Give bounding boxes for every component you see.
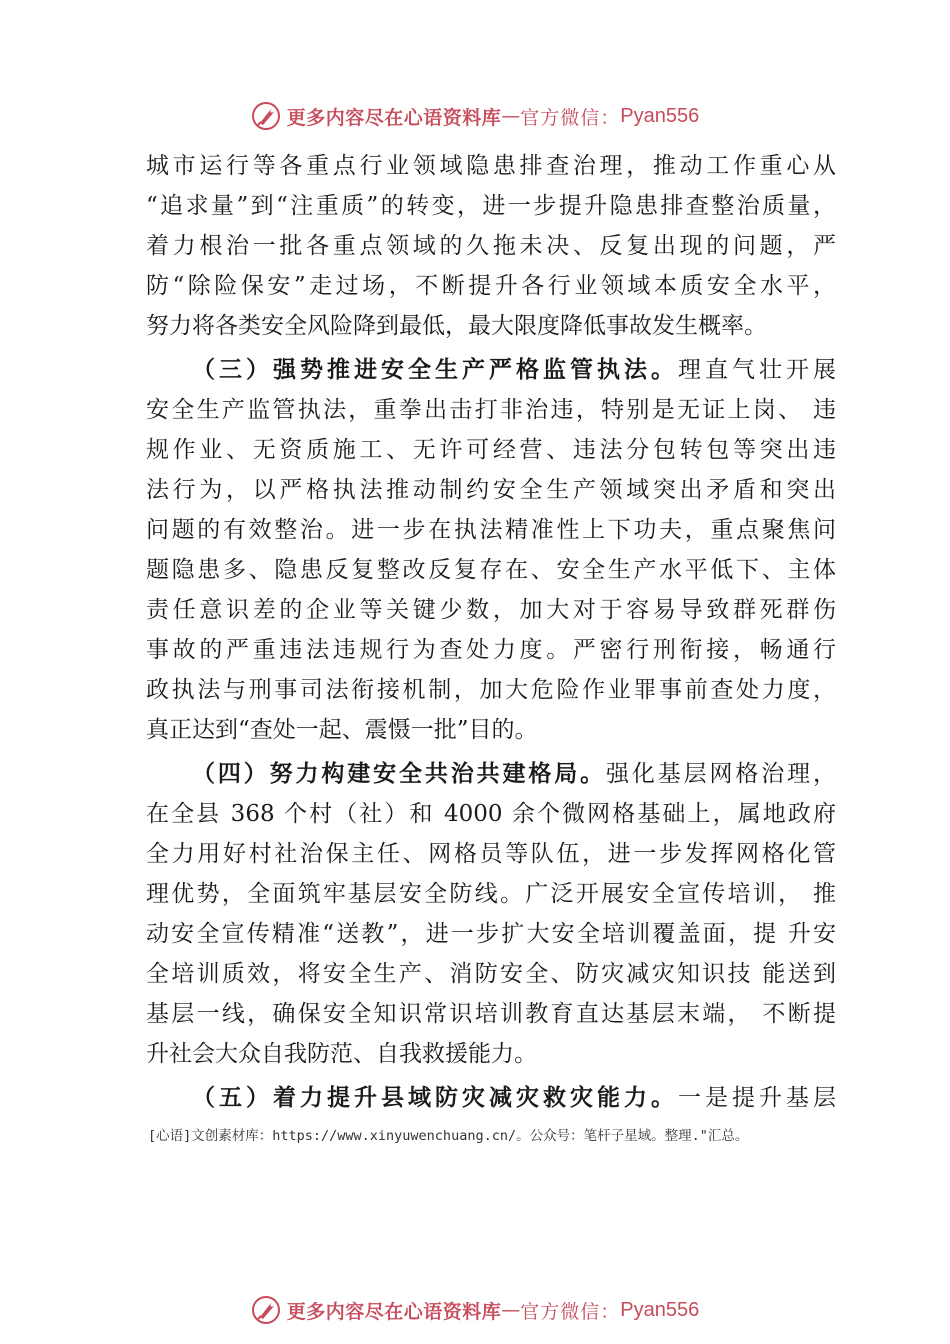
section-3-line: 事故的严重违法违规行为查处力度。严密行刑衔接，畅通行 [146, 637, 836, 663]
section-5-heading: （五）着力提升县域防灾减灾救灾能力。 [192, 1084, 678, 1111]
section-3-heading: （三）强势推进安全生产严格监管执法。 [192, 356, 678, 383]
body-line: “追求量”到“注重质”的转变，进一步提升隐患排查整治质量， [146, 193, 836, 219]
section-4-line: 全培训质效，将安全生产、消防安全、防灾减灾知识技 能送到 [146, 961, 836, 987]
section-3-line: 题隐患多、隐患反复整改反复存在、安全生产水平低下、主体 [146, 557, 836, 583]
section-4-line: 在全县 368 个村（社）和 4000 余个微网格基础上，属地政府 [146, 801, 836, 827]
banner-dash: — [501, 105, 521, 127]
banner-label: 官方微信： [520, 1300, 621, 1323]
section-4-line: 理优势，全面筑牢基层安全防线。广泛开展安全宣传培训， 推 [146, 881, 836, 907]
section-3-tail: 理直气壮开展 [678, 357, 836, 383]
banner-wechat-id: Pyan556 [620, 1298, 700, 1321]
body-line: 努力将各类安全风险降到最低，最大限度降低事故发生概率。 [146, 313, 767, 339]
header-banner [0, 96, 950, 136]
banner-title: 更多内容尽在心语资料库 [286, 106, 502, 129]
document-body [146, 146, 836, 1118]
section-3-line: 问题的有效整治。进一步在执法精准性上下功夫，重点聚焦问 [146, 517, 836, 543]
pen-nib-logo-icon [251, 1295, 281, 1325]
section-3-line: 真正达到“查处一起、震慑一批”目的。 [146, 717, 538, 743]
section-5-tail: 一是提升基层 [678, 1085, 836, 1111]
section-3-first-line [146, 350, 836, 390]
source-note: [心语]文创素材库：https://www.xinyuwenchuang.cn/。公众号：笔杆子星域。整理."汇总。 [148, 1128, 749, 1144]
section-3-line: 法行为，以严格执法推动制约安全生产领域突出矛盾和突出 [146, 477, 836, 503]
body-line: 城市运行等各重点行业领域隐患排查治理，推动工作重心从 [146, 153, 836, 179]
body-line: 着力根治一批各重点领域的久拖未决、反复出现的问题，严 [146, 233, 836, 259]
banner-wechat-id: Pyan556 [620, 104, 700, 127]
section-4-line: 升社会大众自我防范、自我救援能力。 [146, 1041, 537, 1067]
section-3-line: 责任意识差的企业等关键少数，加大对于容易导致群死群伤 [146, 597, 836, 623]
section-3-line: 规作业、无资质施工、无许可经营、违法分包转包等突出违 [146, 437, 836, 463]
section-3-line: 安全生产监管执法，重拳出击打非治违，特别是无证上岗、 违 [146, 397, 836, 423]
section-3-line: 政执法与刑事司法衔接机制，加大危险作业罪事前查处力度， [146, 677, 836, 703]
footer-banner [0, 1290, 950, 1330]
section-4-line: 动安全宣传精准“送教”，进一步扩大安全培训覆盖面，提 升安 [146, 921, 836, 947]
body-line: 防“除险保安”走过场，不断提升各行业领域本质安全水平， [146, 273, 836, 299]
section-4-first-line [146, 754, 836, 794]
section-4-heading: （四）努力构建安全共治共建格局。 [192, 760, 606, 787]
section-4-tail: 强化基层网格治理， [606, 761, 836, 787]
section-5-first-line [146, 1078, 836, 1118]
banner-title: 更多内容尽在心语资料库 [286, 1300, 502, 1323]
banner-dash: — [501, 1299, 521, 1321]
section-4-line: 全力用好村社治保主任、网格员等队伍，进一步发挥网格化管 [146, 841, 836, 867]
section-4-line: 基层一线，确保安全知识常识培训教育直达基层末端， 不断提 [146, 1001, 836, 1027]
pen-nib-logo-icon [251, 101, 281, 131]
banner-label: 官方微信： [520, 106, 621, 129]
